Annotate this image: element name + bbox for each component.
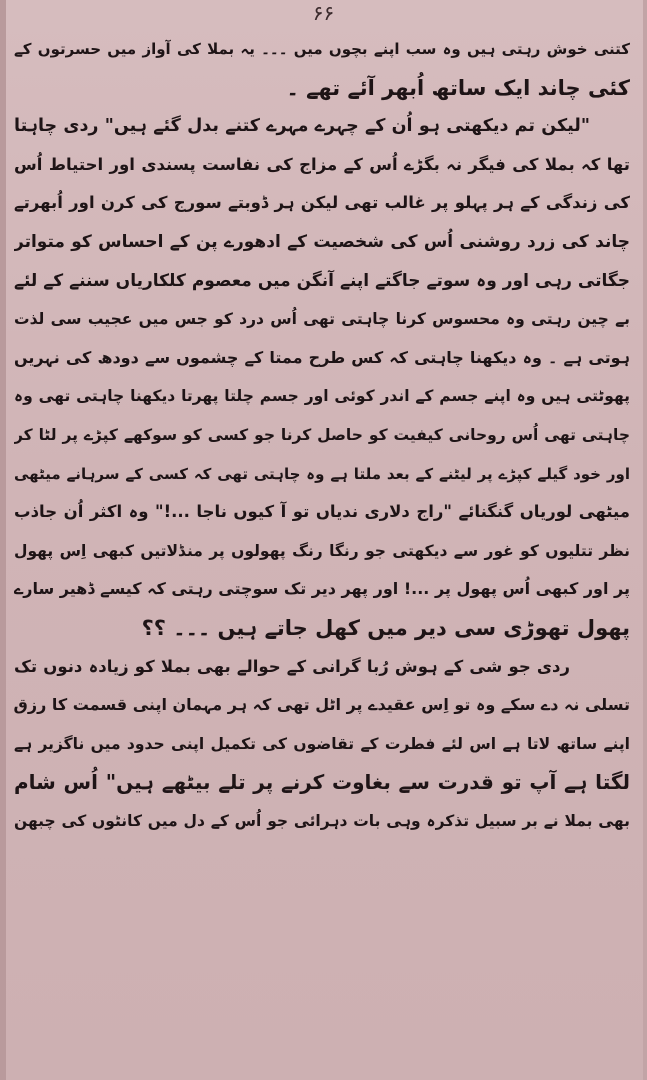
page-number: ۶۶	[312, 1, 335, 25]
text-line: نظر تتلیوں کو غور سے دیکھتی جو رنگا رنگ پھولوں پر منڈلاتیں کبھی اِس پھول	[14, 541, 630, 560]
text-line: اپنے ساتھ لاتا ہے اس لئے فطرت کے تقاضوں کی تکمیل اپنی حدود میں ناگزیر ہے	[14, 734, 630, 753]
text-line: اور خود گیلے کپڑے پر لیٹنے کے بعد ملتا ہے وہ چاہتی تھی کہ کسی کے سرہانے میٹھی	[14, 464, 630, 483]
text-line: ہوتی ہے ۔ وہ دیکھنا چاہتی کہ کس طرح ممتا کے چشموں سے دودھ کی نہریں	[14, 347, 630, 367]
text-line: ردی جو شی کے ہوش رُبا گرانی کے حوالے بھی بملا کو زیادہ دنوں تک	[14, 656, 570, 676]
text-line: چاہتی تھی اُس روحانی کیفیت کو حاصل کرنا جو کسی کو سوکھے کپڑے پر لٹا کر	[14, 425, 630, 444]
text-line: پھول تھوڑی سی دیر میں کھل جاتے ہیں ۔۔۔ ؟؟	[141, 615, 630, 640]
text-line: تھا کہ بملا کی فیگر نہ بگڑے اُس کے مزاج کی نفاست پسندی اور احتیاط اُس	[14, 154, 630, 174]
text-line: پر اور کبھی اُس پھول پر ...! اور پھر دیر تک سوچتی رہتی کہ کیسے ڈھیر سارے	[14, 579, 630, 599]
text-line: پھوٹتی ہیں وہ اپنے جسم کے اندر کوئی اور جسم چلتا پھرتا دیکھنا چاہتی تھی وہ	[14, 387, 630, 406]
text-line: "لیکن تم دیکھتی ہو اُن کے چہرے مہرے کتنے بدل گئے ہیں" ردی چاہتا	[14, 116, 590, 137]
text-line: بے چین رہتی وہ محسوس کرنا چاہتی تھی اُس درد کو جس میں عجیب سی لذت	[14, 310, 630, 329]
text-line: لگتا ہے آپ تو قدرت سے بغاوت کرنے پر تلے بیٹھے ہیں" اُس شام	[14, 770, 630, 795]
text-line: بھی بملا نے بر سبیل تذکرہ وہی بات دہرائی جو اُس کے دل میں کانٹوں کی چبھن	[14, 811, 630, 830]
text-line: تسلی نہ دے سکے وہ تو اِس عقیدے پر اٹل تھی کہ ہر مہمان اپنی قسمت کا رزق	[14, 695, 630, 715]
text-body	[14, 30, 630, 840]
text-line: جگاتی رہی اور وہ سوتے جاگتے اپنے آنگن میں معصوم کلکاریاں سننے کے لئے	[14, 270, 630, 291]
text-line: چاند کی زرد روشنی اُس کی شخصیت کے ادھورے پن کے احساس کو متواتر	[14, 231, 630, 252]
text-line: کئی چاند ایک ساتھ اُبھر آئے تھے ۔	[286, 75, 630, 100]
text-line: میٹھی لوریاں گنگنائے "راج دلاری ندیاں تو آ کیوں ناجا ...!" وہ اکثر اُن جاذب	[14, 502, 630, 522]
text-line: کی زندگی کے ہر پہلو پر غالب تھی لیکن ہر ڈوبتے سورج کی کرن اور اُبھرتے	[14, 193, 630, 213]
text-line: کتنی خوش رہتی ہیں وہ سب اپنے بچوں میں ۔۔۔ یہ بملا کی آواز میں حسرتوں کے	[14, 40, 630, 58]
